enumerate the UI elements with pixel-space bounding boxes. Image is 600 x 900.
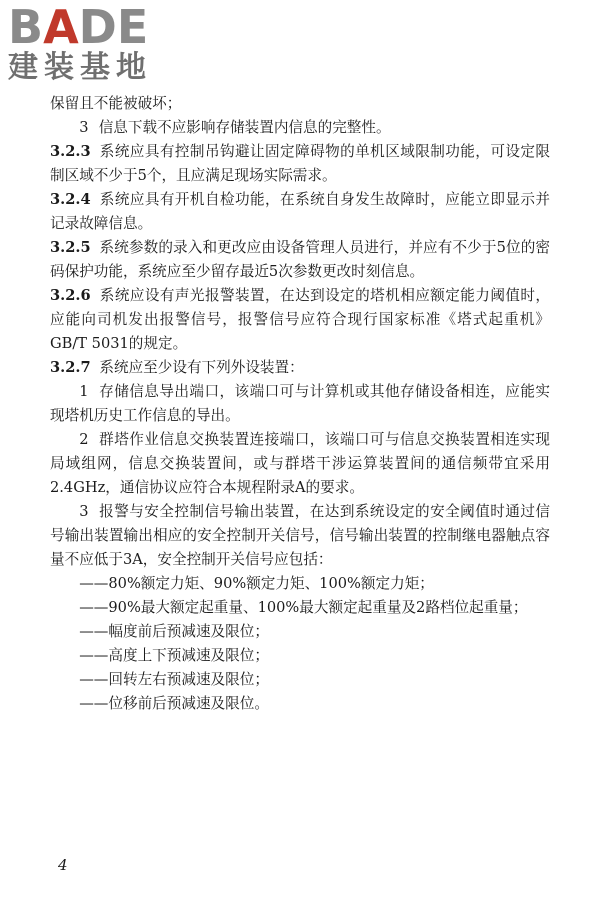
dash-list-item: ——高度上下预减速及限位； bbox=[79, 647, 269, 664]
item-text: 报警与安全控制信号输出装置，在达到系统设定的安全阈值时通过信号输出装置输出相应的安全控制开关信号，信号输出装置的控制继电器触点容量不应低于3A，安全控制开关信号应包括： bbox=[50, 503, 550, 568]
clause-text: 系统应具有控制吊钩避让固定障碍物的单机区域限制功能，可设定限制区域不少于5个，且应满足现场实际需求。 bbox=[50, 143, 550, 184]
clause-paragraph bbox=[50, 140, 550, 188]
dash-list-item: ——80%额定力矩、90%额定力矩、100%额定力矩； bbox=[79, 575, 434, 592]
dash-list-item: ——90%最大额定起重量、100%最大额定起重量及2路档位起重量； bbox=[79, 599, 528, 616]
logo-chinese-text: 建装基地 bbox=[8, 50, 152, 85]
clause-number: 3.2.4 bbox=[50, 191, 91, 208]
item-text: 存储信息导出端口，该端口可与计算机或其他存储设备相连，应能实现塔机历史工作信息的导出。 bbox=[50, 383, 550, 424]
dash-list-item: ——位移前后预减速及限位。 bbox=[79, 695, 269, 712]
clause-number: 3.2.6 bbox=[50, 287, 91, 304]
document-body bbox=[50, 92, 550, 716]
clause-text: 系统应具有开机自检功能，在系统自身发生故障时，应能立即显示并记录故障信息。 bbox=[50, 191, 550, 232]
item-text: 群塔作业信息交换装置连接端口，该端口可与信息交换装置相连实现局域组网，信息交换装置间，或与群塔干涉运算装置间的通信频带宜采用2.4GHz，通信协议应符合本规程附录A的要求。 bbox=[50, 431, 550, 496]
clause-text: 系统应至少设有下列外设装置： bbox=[99, 359, 304, 376]
item-number: 1 bbox=[79, 383, 89, 400]
item-paragraph bbox=[50, 380, 550, 428]
logo-accent-letter: A bbox=[43, 0, 79, 54]
dash-list-item: ——幅度前后预减速及限位； bbox=[79, 623, 269, 640]
clause-text: 系统参数的录入和更改应由设备管理人员进行，并应有不少于5位的密码保护功能，系统应至少留存最近5次参数更改时刻信息。 bbox=[50, 239, 550, 280]
item-paragraph bbox=[50, 428, 550, 500]
clause-number: 3.2.7 bbox=[50, 359, 91, 376]
clause-paragraph bbox=[50, 356, 550, 380]
item-number: 3 bbox=[79, 119, 89, 136]
clause-number: 3.2.3 bbox=[50, 143, 91, 160]
continuation-paragraph: 保留且不能被破坏； bbox=[50, 95, 182, 112]
clause-paragraph bbox=[50, 236, 550, 284]
clause-text: 系统应设有声光报警装置，在达到设定的塔机相应额定能力阈值时，应能向司机发出报警信号，报警信号应符合现行国家标准《塔式起重机》GB/T 5031的规定。 bbox=[50, 287, 550, 352]
page-number: 4 bbox=[58, 856, 68, 874]
dash-list-item: ——回转左右预减速及限位； bbox=[79, 671, 269, 688]
item-paragraph bbox=[50, 500, 550, 572]
item-number: 3 bbox=[79, 503, 89, 520]
clause-paragraph bbox=[50, 188, 550, 236]
item-paragraph bbox=[50, 116, 550, 140]
clause-number: 3.2.5 bbox=[50, 239, 91, 256]
item-text: 信息下载不应影响存储装置内信息的完整性。 bbox=[98, 119, 391, 136]
item-number: 2 bbox=[79, 431, 89, 448]
clause-paragraph bbox=[50, 284, 550, 356]
logo-latin-text: BADE bbox=[8, 0, 149, 54]
bade-logo bbox=[8, 2, 188, 86]
